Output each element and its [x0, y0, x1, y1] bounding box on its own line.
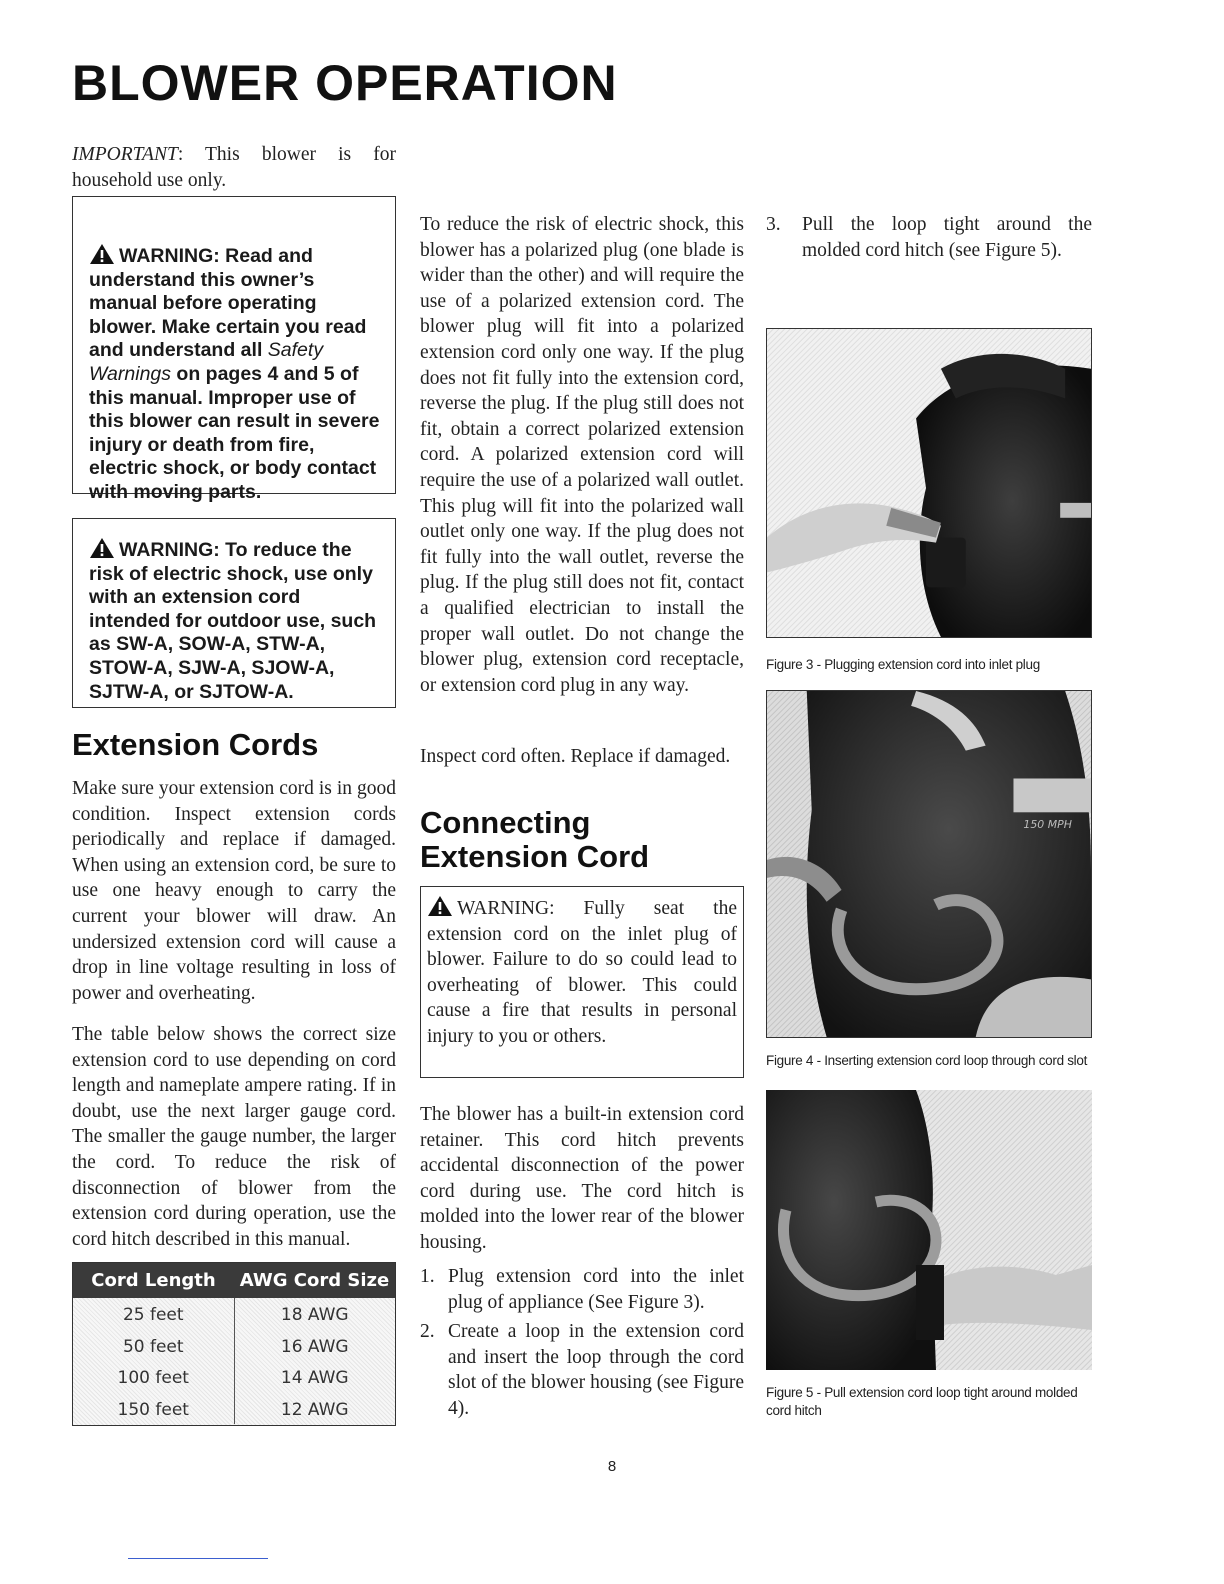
table-cell: 50 feet	[73, 1330, 235, 1362]
table-cell: 100 feet	[73, 1361, 235, 1393]
table-row	[73, 1361, 395, 1393]
cord-retainer-paragraph: The blower has a built-in extension cord retainer. This cord hitch prevents accidental disconnection of the power cord during use. The cord hitch is molded into the lower rear of the blower housing.	[420, 1104, 744, 1253]
connecting-heading-line2: Extension Cord	[420, 839, 650, 874]
table-cell: 14 AWG	[280, 1368, 349, 1388]
table-cell: 18 AWG	[280, 1305, 349, 1325]
table-header-row	[73, 1263, 395, 1298]
important-label: IMPORTANT	[72, 144, 178, 165]
figure-5-caption: Figure 5 - Pull extension cord loop tight around molded cord hitch	[766, 1385, 1078, 1418]
table-header-cell: Cord Length	[91, 1270, 216, 1291]
table-cell: 12 AWG	[280, 1399, 349, 1420]
warning1-lead: WARNING: Read and understand this owner’s manual before operating blower. Make certain you read and understand all	[89, 245, 367, 362]
warning-triangle-icon	[89, 537, 115, 559]
step-number: 1.	[420, 1266, 435, 1287]
list-item	[420, 1264, 744, 1315]
step-number: 3.	[766, 214, 781, 235]
warning3-text: WARNING: Fully seat the extension cord on the inlet plug of blower. Failure to do so could lead to overheating of blower. This could cause a fire that results in personal injury to you or others.	[427, 898, 737, 1047]
step-text: Create a loop in the extension cord and insert the loop through the cord slot of the blower housing (see Figure 4).	[448, 1321, 744, 1419]
warning-triangle-icon	[427, 895, 453, 917]
extension-cords-heading: Extension Cords	[72, 727, 319, 762]
connecting-heading-line1: Connecting	[420, 805, 591, 840]
warning1-italic: Safety Warnings	[89, 339, 324, 385]
warning2-text: WARNING: To reduce the risk of electric shock, use only with an extension cord intended for outdoor use, such as SW-A, SOW-A, STW-A, STOW-A, SJW-A, SJOW-A, SJTW-A, or SJTOW-A.	[89, 539, 377, 703]
page-title: BLOWER OPERATION	[72, 55, 618, 111]
table-header-cell: AWG Cord Size	[239, 1270, 390, 1291]
warning-box-read-manual	[72, 196, 396, 503]
figure-5-photo	[766, 1090, 1092, 1370]
warning-box-fully-seat	[420, 886, 744, 1078]
step-text: Plug extension cord into the inlet plug of appliance (See Figure 3).	[448, 1266, 744, 1313]
fig4-mph-label: 150 MPH	[1023, 818, 1072, 832]
figure-3-caption: Figure 3 - Plugging extension cord into inlet plug	[766, 657, 1040, 672]
figure-4-photo	[766, 690, 1092, 1038]
important-note	[72, 142, 396, 193]
warning1-tail: on pages 4 and 5 of this manual. Improper use of this blower can result in severe injury or death from fire, electric shock, or body contact with moving parts.	[89, 362, 380, 503]
figure-5-image	[766, 1090, 1092, 1370]
extension-cords-paragraph-2: The table below shows the correct size extension cord to use depending on cord length and nameplate ampere rating. If in doubt, use the next larger gauge cord. The smaller the gauge number, the larger the cord. To reduce the risk of disconnection of blower from the extension cord during operation, use the cord hitch described in this manual.	[72, 1024, 396, 1250]
connecting-heading	[420, 806, 649, 874]
footer-divider	[128, 1558, 268, 1559]
cord-size-table	[72, 1262, 396, 1426]
table-row	[73, 1330, 395, 1362]
table-cell: 25 feet	[73, 1298, 235, 1330]
warning-box-electric-shock	[72, 518, 396, 708]
figure-3-photo	[766, 328, 1092, 638]
table-cell: 16 AWG	[280, 1336, 349, 1357]
table-row	[73, 1393, 395, 1425]
figure-4-caption: Figure 4 - Inserting extension cord loop through cord slot	[766, 1053, 1088, 1068]
step-number: 2.	[420, 1321, 435, 1343]
step-text: Pull the loop tight around the molded cord hitch (see Figure 5).	[802, 214, 1092, 261]
page-number: 8	[607, 1458, 617, 1475]
table-cell: 150 feet	[73, 1393, 235, 1425]
warning-triangle-icon	[89, 243, 115, 265]
figure-3-image	[767, 329, 1091, 637]
important-text: : This blower is for household use only.	[72, 144, 396, 191]
extension-cords-paragraph-1: Make sure your extension cord is in good condition. Inspect extension cords periodically and replace if damaged. When using an extension cord, be sure to use one heavy enough to carry the current your blower will draw. An undersized extension cord will cause a drop in line voltage resulting in loss of power and overheating.	[72, 778, 396, 1004]
steps-list	[420, 1264, 744, 1426]
steps-list-continued	[766, 212, 1092, 263]
list-item	[766, 212, 1092, 263]
polarized-plug-paragraph: To reduce the risk of electric shock, this blower has a polarized plug (one blade is wider than the other) and will require the use of a polarized extension cord. The blower plug will fit into a polarized extension cord only one way. If the plug does not fit fully into the extension cord, reverse the plug. If the plug still does not fit, obtain a correct polarized extension cord. A polarized extension cord will require the use of a polarized wall outlet. This plug will fit into the polarized wall outlet only one way. If the plug does not fit fully into the wall outlet, reverse the plug. If the plug still does not fit, contact a qualified electrician to install the proper wall outlet. Do not change the blower plug, extension cord receptacle, or extension cord plug in any way.	[420, 214, 744, 696]
figure-4-image	[767, 691, 1091, 1037]
table-row	[73, 1298, 395, 1330]
list-item	[420, 1319, 744, 1421]
inspect-cord-paragraph: Inspect cord often. Replace if damaged.	[420, 746, 731, 767]
